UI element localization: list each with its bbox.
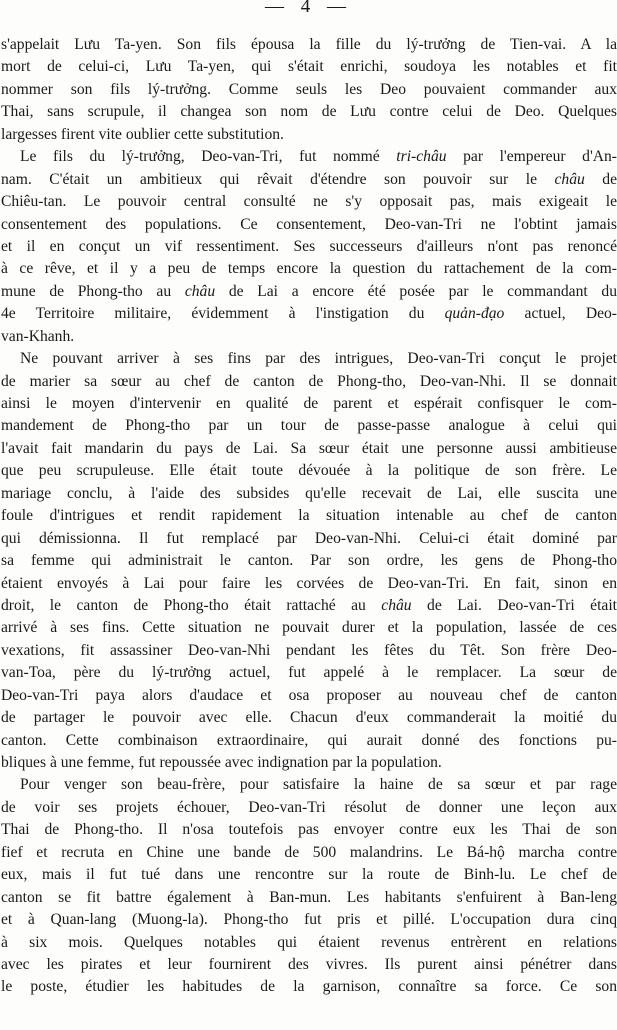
text-line: [0, 640, 617, 662]
text-segment: de Lai a encore été posée par le commandant du: [215, 282, 617, 300]
text-line: [0, 864, 617, 886]
text-line: [0, 169, 617, 191]
italic-term: châu: [554, 170, 585, 188]
text-segment: que peu scrupuleuse. Elle était toute dévouée à la politique de son frère. Le: [1, 462, 617, 480]
text-segment: avec les pirates et leur fournirent des vivres. Ils purent ainsi pénétrer dans: [1, 955, 617, 973]
text-segment: actuel, Deo-: [504, 305, 617, 323]
text-line: [0, 685, 617, 707]
text-line: [0, 214, 617, 236]
text-segment: mandement de Phong-tho par un tour de passe-passe analogue à celui qui: [1, 417, 617, 435]
text-segment: de voir ses projets échouer, Deo-van-Tri résolut de donner une leçon aux: [1, 798, 617, 816]
text-line: [0, 146, 617, 168]
text-segment: consentement des populations. Ce consentement, Deo-van-Tri ne l'obtint jamais: [1, 215, 617, 233]
text-line: [0, 438, 617, 460]
text-segment: à ce rêve, et il y a peu de temps encore la question du rattachement de la com-: [1, 260, 617, 278]
text-segment: mariage conclu, à l'aide des subsides qu'elle recevait de Lai, elle suscita une: [1, 484, 617, 502]
text-line: [0, 954, 617, 976]
text-line: [0, 730, 617, 752]
italic-term: châu: [381, 596, 412, 614]
text-line: [0, 460, 617, 482]
italic-term: tri-châu: [396, 148, 447, 166]
text-segment: Chiêu-tan. Le pouvoir central consulté ne s'y opposait pas, mais exigeait le: [1, 193, 617, 211]
text-line: [0, 819, 617, 841]
text-line: [0, 101, 617, 123]
text-segment: par l'empereur d'An-: [446, 148, 617, 166]
text-line: [0, 191, 617, 213]
text-segment: droit, le canton de Phong-tho était rattaché au: [1, 596, 382, 614]
page-number: — 4 —: [265, 0, 352, 17]
text-segment: de Lai. Deo-van-Tri était: [411, 596, 617, 614]
text-segment: eux, mais il fut tué dans une rencontre sur la route de Binh-lu. Le chef de: [1, 866, 617, 884]
text-line: [0, 56, 617, 78]
text-segment: canton. Cette combinaison extraordinaire, qui aurait donné des fonctions pu-: [1, 731, 617, 749]
text-segment: et à Quan-lang (Muong-la). Phong-tho fut pris et pillé. L'occupation dura cinq: [1, 911, 617, 929]
text-segment: Ne pouvant arriver à ses fins par des intrigues, Deo-van-Tri conçut le projet: [20, 350, 617, 368]
text-line: [0, 797, 617, 819]
text-segment: largesses firent vite oublier cette substitution.: [1, 125, 284, 143]
text-line: [0, 573, 617, 595]
text-line: [0, 281, 617, 303]
text-line: [0, 752, 617, 774]
text-line: [0, 258, 617, 280]
text-segment: Deo-van-Tri paya alors d'audace et osa proposer au nouveau chef de canton: [1, 686, 617, 704]
text-segment: 4e Territoire militaire, évidemment à l'instigation du: [1, 305, 445, 323]
text-line: [0, 528, 617, 550]
text-segment: bliques à une femme, fut repoussée avec indignation par la population.: [1, 754, 442, 771]
text-segment: nam. C'était un ambitieux qui rêvait d'étendre son pouvoir sur le: [1, 170, 555, 188]
text-line: [0, 303, 617, 325]
text-line: [0, 371, 617, 393]
text-segment: vexations, fit assassiner Deo-van-Nhi pendant les fêtes du Têt. Son frère Deo-: [1, 641, 617, 659]
text-segment: s'appelait Lưu Ta-yen. Son fils épousa la fille du lý-trưởng de Tien-vai. A la: [1, 36, 617, 53]
text-line: [0, 415, 617, 437]
text-segment: à six mois. Quelques notables qui étaient revenus entrèrent en relations: [1, 933, 617, 951]
text-line: [0, 79, 617, 101]
text-line: [0, 932, 617, 954]
text-segment: Thai de Phong-tho. Il n'osa toutefois pas envoyer contre eux les Thai de son: [1, 821, 617, 839]
paragraph: [0, 146, 617, 348]
text-segment: van-Khanh.: [1, 327, 75, 345]
text-segment: étaient envoyés à Lai pour faire les corvées de Deo-van-Tri. En fait, sinon en: [1, 574, 617, 592]
text-segment: de marier sa sœur au chef de canton de Phong-tho, Deo-van-Nhi. Il se donnait: [1, 372, 617, 390]
text-line: [0, 595, 617, 617]
text-segment: de partager le pouvoir avec elle. Chacun d'eux commanderait la moitié du: [1, 709, 617, 727]
text-segment: et il en conçut un vif ressentiment. Ses successeurs d'ailleurs n'ont pas renoncé: [1, 237, 617, 255]
text-line: [0, 887, 617, 909]
text-segment: sa femme qui administrait le canton. Par son ordre, les gens de Phong-tho: [1, 552, 617, 570]
text-line: [0, 34, 617, 56]
text-line: [0, 707, 617, 729]
text-segment: de: [584, 170, 617, 188]
text-line: [0, 124, 617, 146]
text-segment: Pour venger son beau-frère, pour satisfaire la haine de sa sœur et par rage: [20, 776, 617, 794]
text-line: [0, 393, 617, 415]
text-line: [0, 348, 617, 370]
text-segment: mune de Phong-tho au: [1, 282, 185, 300]
paragraph: [0, 34, 617, 146]
text-segment: arrivé à ses fins. Cette situation ne pouvait durer et la population, lassée de ces: [1, 619, 617, 637]
text-line: [0, 774, 617, 796]
text-segment: ainsi le moyen d'intervenir en qualité de parent et espérait confisquer le com-: [1, 395, 617, 412]
italic-term: châu: [184, 282, 216, 300]
text-line: [0, 976, 617, 998]
text-segment: l'avait fait mandarin du pays de Lai. Sa sœur était une personne aussi ambitieuse: [1, 439, 617, 457]
text-line: [0, 505, 617, 527]
text-segment: mort de celui-ci, Lưu Ta-yen, qui s'était enrichi, soudoya les notables et fit: [1, 58, 617, 76]
text-segment: canton se fit battre également à Ban-mun. Les habitants s'enfuirent à Ban-leng: [1, 888, 617, 906]
italic-term: quản-đạo: [444, 305, 505, 323]
text-line: [0, 483, 617, 505]
text-segment: nommer son fils lý-trưởng. Comme seuls les Deo pouvaient commander aux: [1, 80, 617, 98]
text-line: [0, 550, 617, 572]
text-line: [0, 842, 617, 864]
text-segment: Thai, sans scrupule, il changea son nom de Lưu contre celui de Deo. Quelques: [1, 103, 617, 121]
text-line: [0, 326, 617, 348]
text-segment: van-Toa, père du lý-trưởng actuel, fut appelé à le remplacer. La sœur de: [1, 664, 617, 682]
text-segment: foule d'intrigues et rendit rapidement la situation intenable au chef de canton: [1, 507, 617, 525]
text-line: [0, 236, 617, 258]
text-line: [0, 617, 617, 639]
paragraph: [0, 774, 617, 998]
text-segment: fief et recruta en Chine une bande de 500 malandrins. Le Bá-hộ marcha contre: [1, 843, 617, 861]
text-segment: qui démissionna. Il fut remplacé par Deo-van-Nhi. Celui-ci était dominé par: [1, 529, 617, 547]
text-line: [0, 662, 617, 684]
text-block: [0, 34, 617, 999]
paragraph: [0, 348, 617, 774]
text-line: [0, 909, 617, 931]
text-segment: le poste, étudier les habitudes de la garnison, connaître sa force. Ce son: [1, 978, 617, 996]
text-segment: Le fils du lý-trưởng, Deo-van-Tri, fut nommé: [20, 148, 397, 166]
